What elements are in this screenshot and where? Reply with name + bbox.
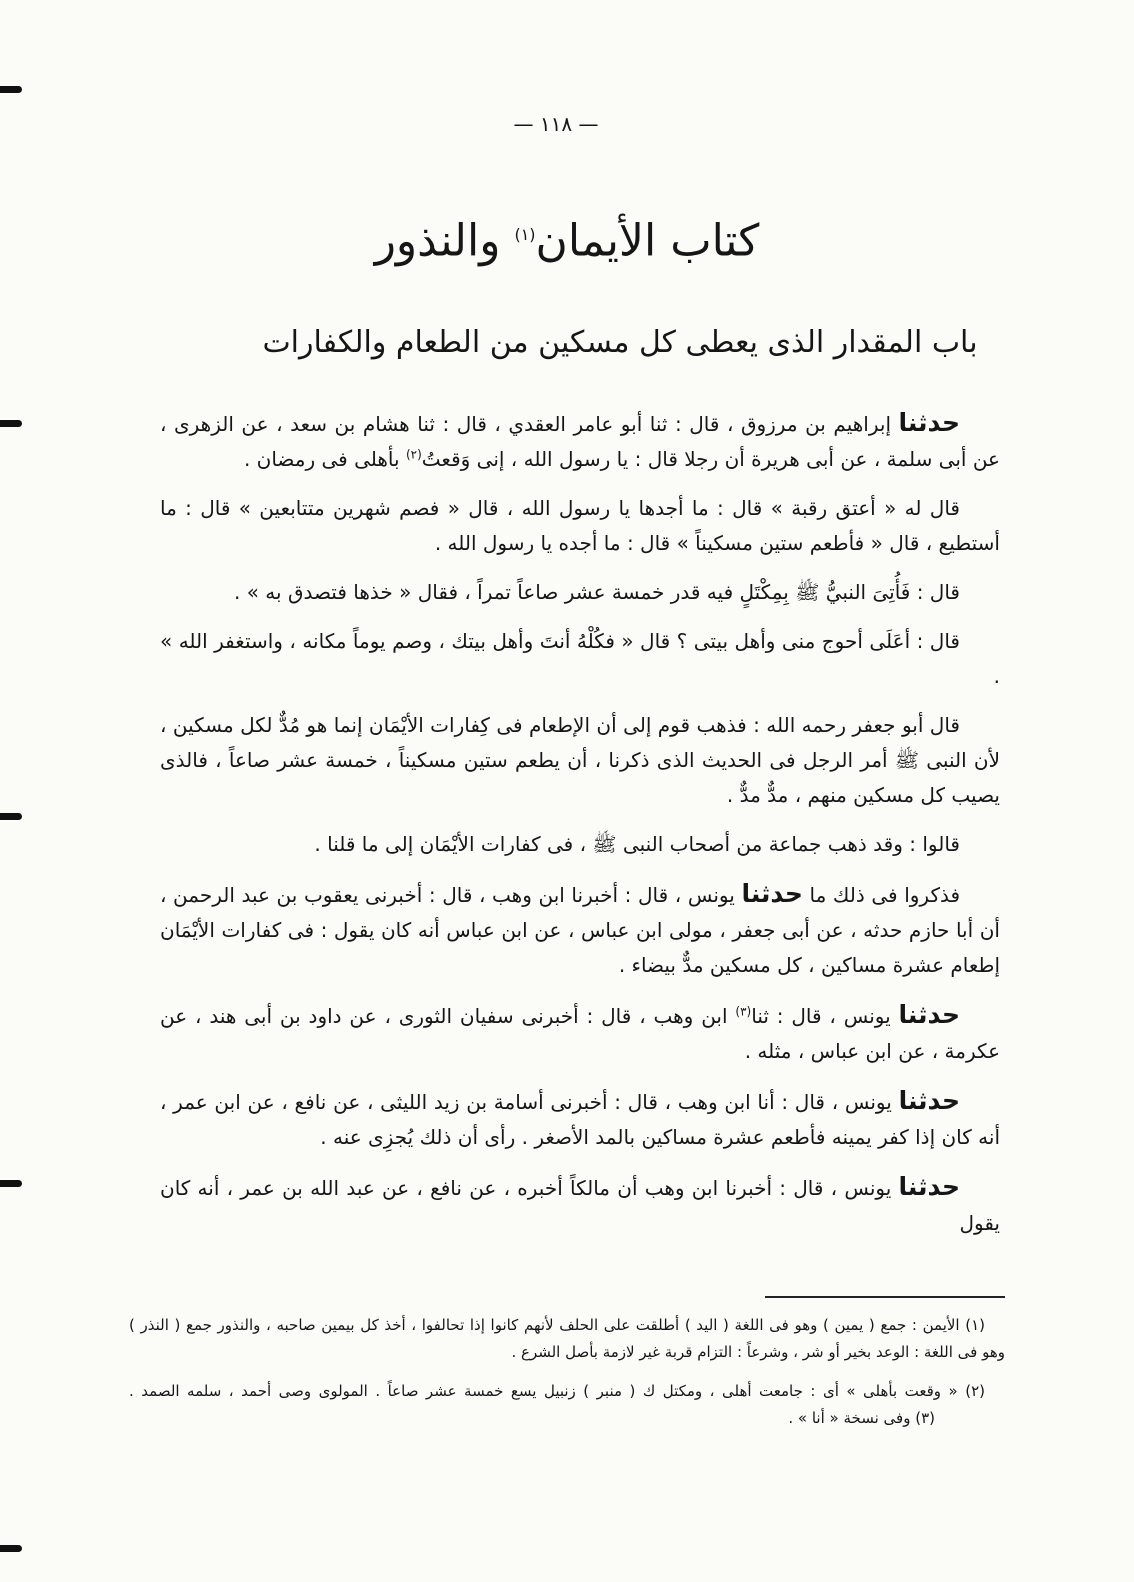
paragraph: قال : فَأُتِىَ النبيُّ ﷺ بِمِكْتَلٍ فيه قدر خمسة عشر صاعاً تمراً ، فقال « خذها فتصدق به » .: [233, 580, 960, 604]
paragraph: [160, 1083, 1000, 1155]
paragraph-text: يونس ، قال : أخبرنا ابن وهب ، قال : أخبرنى يعقوب بن عبد الرحمن ، أن أبا حازم حدثه ، عن أبى جعفر ، مولى ابن عباس ، عن ابن عباس أنه كان يقول : فى كفارات الأيْمَان إطعام عشرة مساكين ، كل مسكين مدٌّ بيضاء .: [160, 883, 1000, 977]
footnote: (٣) وفى نسخة « أنا » .: [788, 1409, 935, 1427]
scan-mark: [0, 86, 22, 93]
footnote-ref: (١): [514, 225, 536, 244]
paragraph: قال أبو جعفر رحمه الله : فذهب قوم إلى أن الإطعام فى كِفارات الأيْمَان إنما هو مُدٌّ لكل مسكين ، لأن النبى ﷺ أمر الرجل فى الحديث الذى ذكرنا ، أن يطعم ستين مسكيناً ، خمسة عشر صاعاً ، فالذى يصيب كل مسكين منهم ، مدٌّ مدٌّ .: [160, 713, 1000, 807]
hadith-lead: حدثنا: [741, 879, 803, 908]
footnote: (١) الأيمن : جمع ( يمين ) وهو فى اللغة ( اليد ) أطلقت على الحلف لأنهم كانوا إذا تحالفوا ، أخذ كل بيمين صاحبه ، والنذور جمع ( النذر ) وهو فى اللغة : الوعد بخير أو شر ، وشرعاً : التزام قربة غير لازمة بأصل الشرع .: [129, 1316, 1005, 1361]
hadith-lead: حدثنا: [898, 1172, 960, 1201]
page-content: [129, 405, 1005, 1444]
paragraph-text: إبراهيم بن مرزوق ، قال : ثنا أبو عامر العقدي ، قال : ثنا هشام بن سعد ، عن الزهرى ، عن أبى سلمة ، عن أبى هريرة أن رجلا قال : يا رسول الله ، إنى وَقعتُ: [160, 412, 1000, 471]
chapter-heading: باب المقدار الذى يعطى كل مسكين من الطعام والكفارات: [262, 325, 978, 360]
main-text: [160, 405, 1000, 1290]
scan-mark: [0, 813, 22, 820]
book-title: [0, 200, 1134, 277]
paragraph: قال : أعَلَى أحوج منى وأهل بيتى ؟ قال « فكُلْهُ أنتَ وأهل بيتك ، وصم يوماً مكانه ، واستغفر الله » .: [160, 629, 1000, 688]
paragraph-text: يونس ، قال : أخبرنا ابن وهب أن مالكاً أخبره ، عن نافع ، عن عبد الله بن عمر ، أنه كان يقول: [160, 1176, 1000, 1235]
paragraph: [160, 997, 1000, 1069]
paragraph: قالوا : وقد ذهب جماعة من أصحاب النبى ﷺ ، فى كفارات الأيْمَان إلى ما قلنا .: [314, 832, 960, 856]
paragraph: [160, 876, 1000, 983]
scan-mark: [0, 1545, 22, 1552]
book-title-main: كتاب الأيمان: [535, 215, 760, 267]
paragraph: [160, 405, 1000, 477]
book-title-rest: والنذور: [374, 215, 501, 267]
hadith-lead: حدثنا: [898, 1000, 960, 1029]
footnote-ref: (٣): [735, 1004, 752, 1019]
hadith-lead: حدثنا: [898, 1086, 961, 1115]
footnote: (٢) « وقعت بأهلى » أى : جامعت أهلى ، ومكتل ك ( منبر ) زنبيل يسع خمسة عشر صاعاً . المولوى وصى أحمد ، سلمه الصمد .: [129, 1382, 985, 1400]
paragraph-text: يونس ، قال : أنا ابن وهب ، قال : أخبرنى أسامة بن زيد الليثى ، عن نافع ، عن ابن عمر ، أنه كان إذا كفر يمينه فأطعم عشرة مساكين بالمد الأصغر . رأى أن ذلك يُجزِى عنه .: [160, 1090, 1000, 1149]
scan-mark: [0, 1180, 22, 1187]
page-number: — ١١٨ —: [513, 112, 599, 136]
paragraph-text: بأهلى فى رمضان .: [243, 447, 400, 471]
scan-mark: [0, 420, 22, 427]
paragraph: قال له « أعتق رقبة » قال : ما أجدها يا رسول الله ، قال « فصم شهرين متتابعين » قال : ما أستطيع ، قال « فأطعم ستين مسكيناً » قال : ما أجده يا رسول الله .: [160, 496, 1000, 555]
paragraph-text: ابن وهب ، قال : أخبرنى سفيان الثورى ، عن داود بن أبى هند ، عن عكرمة ، عن ابن عباس ، مثله .: [160, 1004, 1000, 1063]
paragraph-text: فذكروا فى ذلك ما: [809, 883, 961, 907]
paragraph-text: يونس ، قال : ثنا: [751, 1004, 891, 1028]
hadith-lead: حدثنا: [898, 408, 960, 437]
footnote-ref: (٢): [405, 447, 422, 462]
footnote-group: [129, 1378, 1005, 1432]
footnotes: [129, 1312, 1005, 1432]
paragraph: [160, 1169, 1000, 1241]
footnote-rule: [765, 1296, 1005, 1298]
